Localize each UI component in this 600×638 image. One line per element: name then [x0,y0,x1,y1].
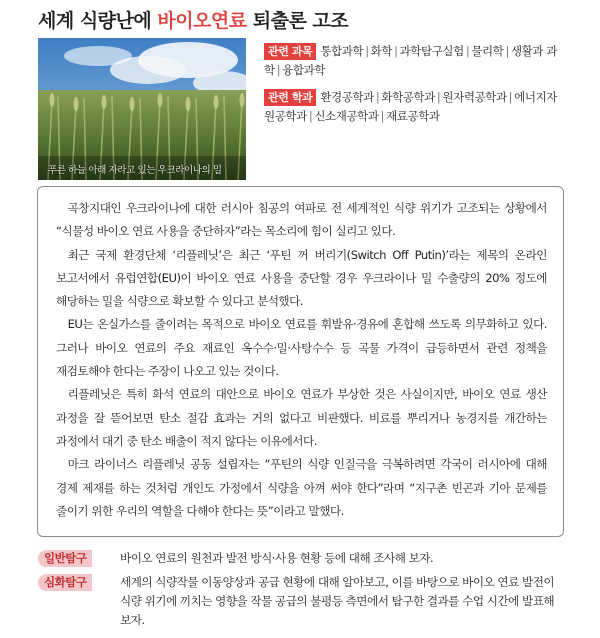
photo-caption: 푸른 하늘 아래 자라고 있는 우크라이나의 밀 [48,165,222,176]
general-inquiry-label: 일반탐구 [38,550,92,567]
title-prefix: 세계 식량난에 [38,10,158,32]
article-box [37,186,564,537]
title-suffix: 퇴출론 고조 [246,10,349,32]
title-highlight: 바이오연료 [157,10,247,32]
wheat-field-image [38,38,246,180]
subject-item: 융합과학 [282,63,326,77]
wheat-field-photo [38,38,246,180]
related-subjects-label: 관련 과목 [264,43,316,60]
subject-item: 과학탐구실험 [399,44,464,58]
general-inquiry-text: 바이오 연료의 원천과 발전 방식·사용 현황 등에 대해 조사해 보자. [120,551,434,565]
deep-inquiry-label: 심화탐구 [38,574,92,591]
related-subjects: 관련 과목 통합과학 | 화학 | 과학탐구실험 | 물리학 | 생활과 과학 | 융합과학 [264,44,558,77]
department-item: 화학공학과 [381,90,435,104]
general-inquiry [38,549,564,568]
department-item: 환경공학과 [320,90,374,104]
deep-inquiry [38,573,564,630]
article-title [38,6,348,33]
article-paragraph: 마크 라이너스 리플레닛 공동 설립자는 “푸틴의 식량 인질극을 극복하려면 각국이 러시아에 대해 경제 제재를 하는 것처럼 개인도 가정에서 식량을 아껴 써야 한다”라며 “지구촌 빈곤과 기아 문제를 줄이기 위한 우리의 역할을 다해야 한다는 뜻”이라고 말했다. [56,457,547,518]
article-paragraph: 최근 국제 환경단체 ‘리플레닛’은 최근 ‘푸틴 꺼 버리기(Switch Off Putin)’라는 제목의 온라인 보고서에서 유럽연합(EU)이 바이오 연료 사용을 중단할 경우 우크라이나 밀 수출량의 20% 정도에 해당하는 밀을 식량으로 확보할 수 있다고 분석했다. [56,247,547,309]
subject-item: 생활과 과학 [264,44,558,77]
subject-item: 통합과학 [320,44,364,58]
deep-inquiry-text: 세계의 식량작물 이동양상과 공급 현황에 대해 알아보고, 이를 바탕으로 바이오 연료 발전이 식량 위기에 끼치는 영향을 작물 공급의 불평등 측면에서 탐구한 결과를 수업 시간에 발표해 보자. [120,575,555,627]
article-paragraph: 리플레닛은 특히 화석 연료의 대안으로 바이오 연료가 부상한 것은 사실이지만, 바이오 연료 생산 과정을 잘 뜯어보면 탄소 절감 효과는 거의 없다고 비판했다. 비료를 뿌리거나 농경지를 개간하는 과정에서 대기 중 탄소 배출이 적지 않다는 이유에서다. [56,387,547,448]
related-departments: 관련 학과 환경공학과 | 화학공학과 | 원자력공학과 | 에너지자원공학과 | 신소재공학과 | 재료공학과 [264,90,557,123]
subject-item: 화학 [370,44,393,58]
related-departments-label: 관련 학과 [264,89,316,106]
subject-item: 물리학 [471,44,504,58]
article-paragraph: EU는 온실가스를 줄이려는 목적으로 바이오 연료를 휘발유·경유에 혼합해 쓰도록 의무화하고 있다. 그러나 바이오 연료의 주요 재료인 옥수수·밀·사탕수수 등 곡물 가격이 급등하면서 관련 정책을 재검토해야 한다는 주장이 나오고 있는 것이다. [56,317,547,379]
department-item: 신소재공학과 [314,109,379,123]
department-item: 에너지자원공학과 [264,90,557,123]
department-item: 원자력공학과 [442,90,507,104]
article-paragraph: 곡창지대인 우크라이나에 대한 러시아 침공의 여파로 전 세계적인 식량 위기가 고조되는 상황에서 “식물성 바이오 연료 사용을 중단하자”라는 목소리에 힘이 실리고 있다. [56,201,547,239]
department-item: 재료공학과 [386,109,440,123]
